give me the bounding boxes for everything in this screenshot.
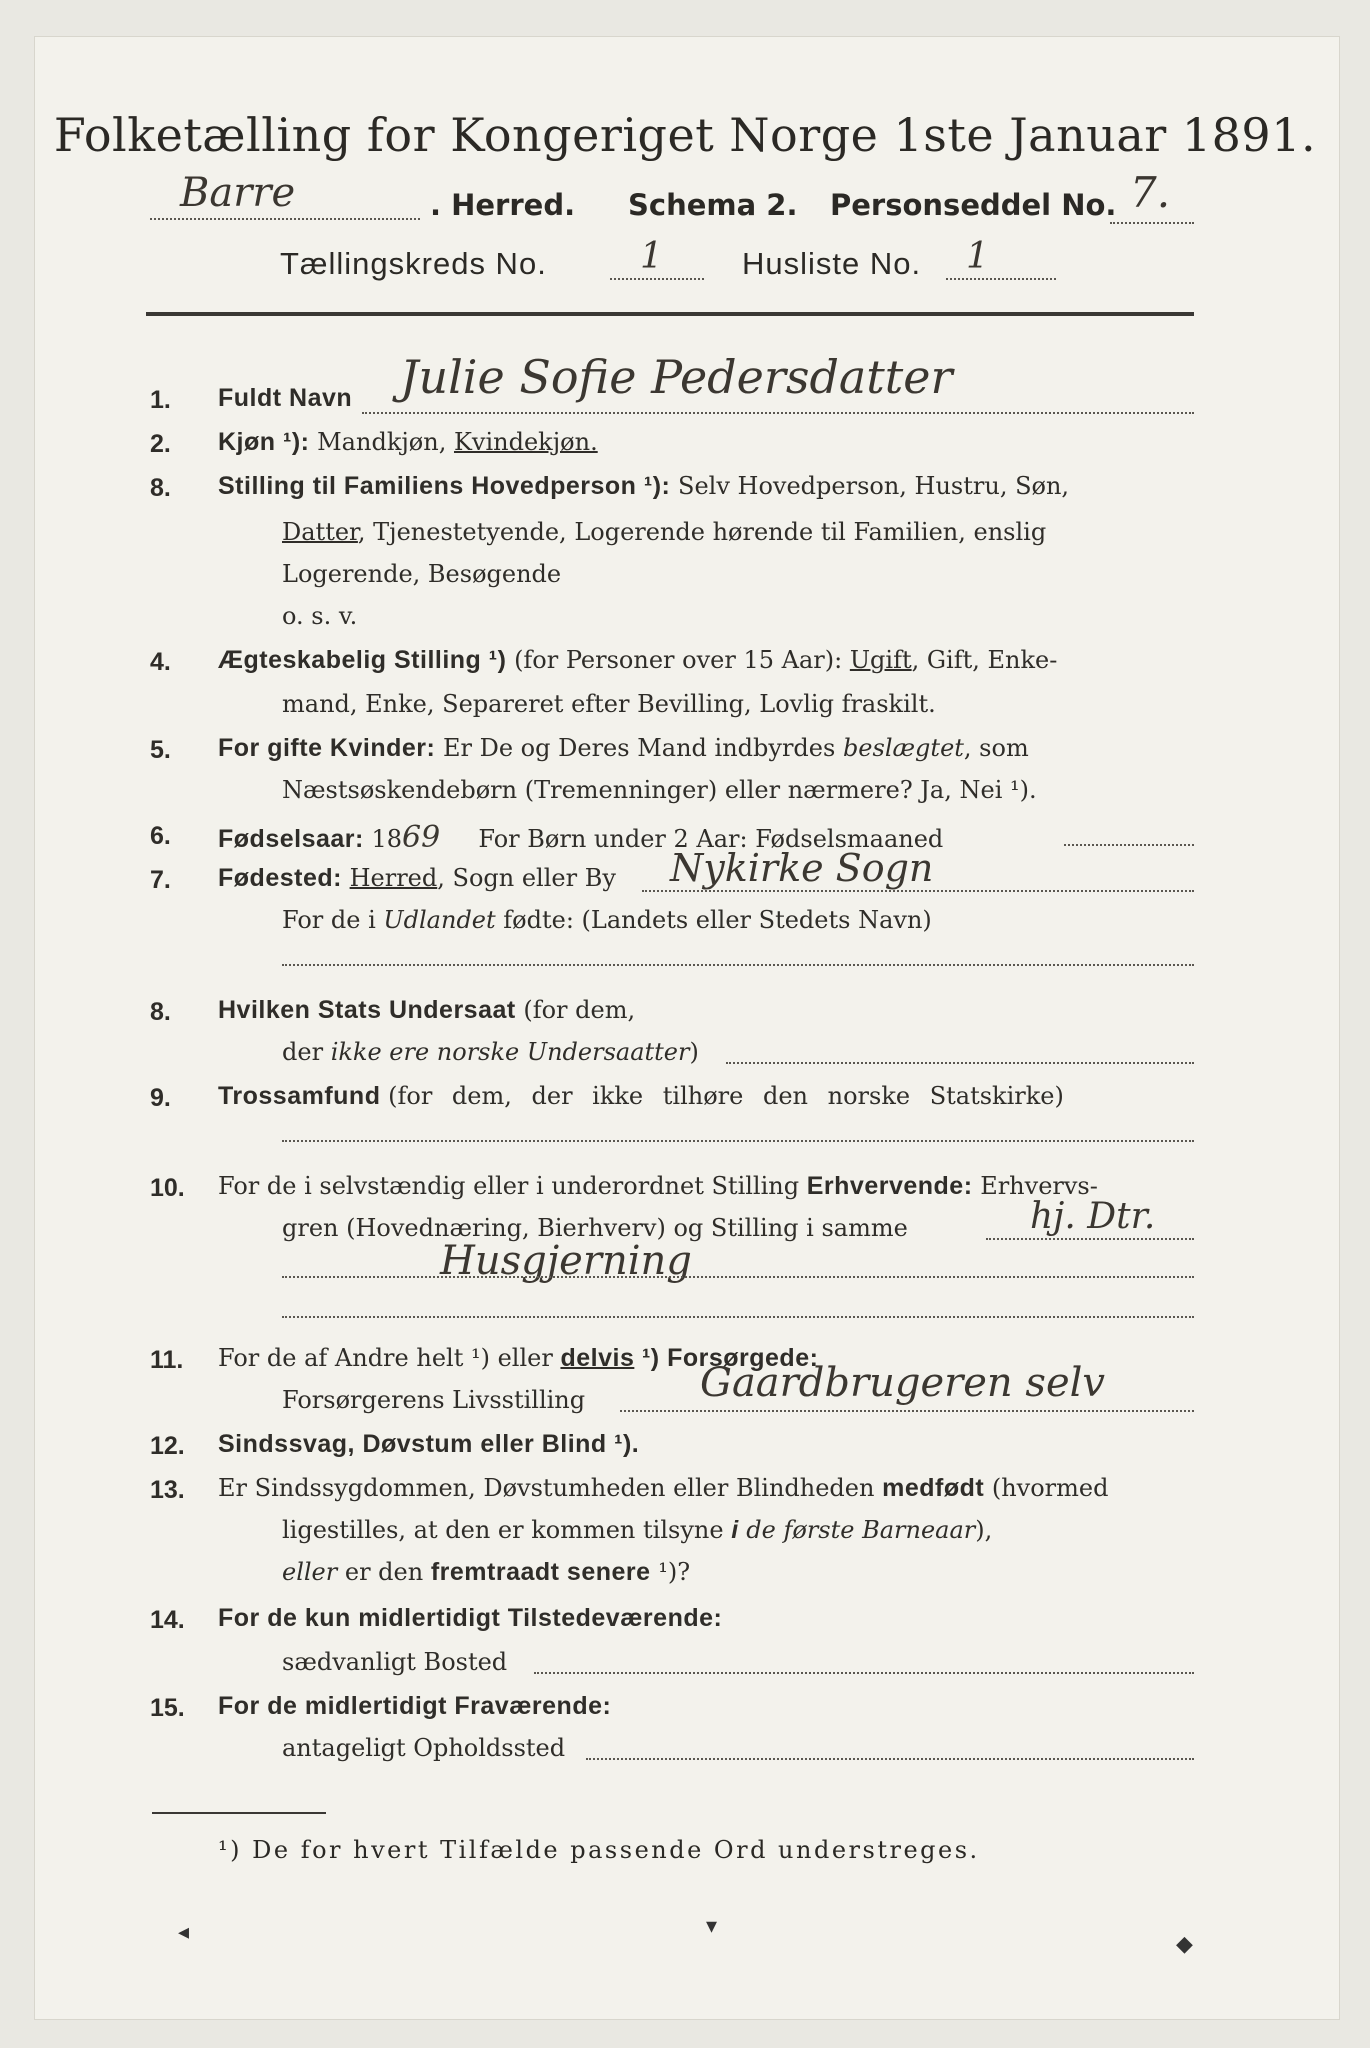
q10-end: Erhvervs- [980,1172,1098,1200]
q8-dotted-line [726,1062,1194,1064]
q13-medfodt: medfødt [882,1474,985,1502]
header-rule [146,312,1194,316]
q2-line [218,428,598,457]
q12-label: Sindssvag, Døvstum eller Blind ¹). [218,1430,640,1458]
q3-options-1: Selv Hovedperson, Hustru, Søn, [678,472,1070,500]
footnote-rule [152,1812,326,1814]
q8-der: der [282,1038,324,1066]
q3-line3: Logerende, Besøgende [282,560,562,588]
q13-text-b: (hvormed [991,1474,1109,1502]
q7-answer-birthplace: Nykirke Sogn [670,846,934,890]
q7-dotted-line [642,890,1194,892]
q13-line3-b: ¹)? [658,1558,691,1586]
q11-answer-provider: Gaardbrugeren selv [700,1360,1105,1406]
q9-label: Trossamfund [218,1082,381,1110]
q3-line4: o. s. v. [282,602,358,630]
q6-label: Fødselsaar: [218,825,364,853]
form-title: Folketælling for Kongeriget Norge 1ste Januar 1891. [53,108,1317,162]
q6-birth-month-label: For Børn under 2 Aar: Fødselsmaaned [478,825,944,853]
item-number: 5. [150,736,171,764]
q7-label: Fødested: [218,864,342,892]
q4-line1 [218,646,1057,675]
q14-dotted-line [534,1672,1194,1674]
q1-label [218,384,352,413]
item-number: 4. [150,648,171,676]
q8-ikke-norske: ikke ere norske Undersaatter [330,1038,690,1066]
q13-text-a: Er Sindssygdommen, Døvstumheden eller Blindheden [218,1474,875,1502]
taellingskreds-label: Tællingskreds No. [280,246,547,281]
q7-line2 [282,906,932,934]
q4-options-1: , Gift, Enke- [911,646,1058,674]
q9-qualifier: (for dem, der ikke tilhøre den norske Statskirke) [388,1082,1064,1110]
q13-eller: eller [282,1558,338,1586]
q9-dotted-line [282,1140,1194,1142]
q4-line2: mand, Enke, Separeret efter Bevilling, Lovlig fraskilt. [282,690,936,718]
corner-mark-right: ◆ [1176,1932,1193,1957]
q13-line3 [282,1558,690,1587]
item-number: 2. [150,430,171,458]
taellingskreds-value: 1 [640,236,663,277]
q12-line [218,1430,639,1459]
q5-label: For gifte Kvinder: [218,734,436,762]
herred-dotted-line [150,218,420,220]
q5-line2: Næstsøskendebørn (Tremenninger) eller nærmere? Ja, Nei ¹). [282,776,1037,804]
q14-line2: sædvanligt Bosted [282,1648,508,1676]
footnote: ¹) De for hvert Tilfælde passende Ord understreges. [218,1836,980,1864]
item-number: 14. [150,1606,185,1634]
q2-option-male: Mandkjøn, [317,428,447,456]
q7-udlandet: Udlandet [383,906,496,934]
q10-erhvervende: Erhvervende: [806,1172,973,1200]
q15-dotted-line [586,1758,1194,1760]
herred-value: Barre [180,170,296,216]
q7-foreign-dotted-line [282,964,1194,966]
q13-senere: fremtraadt senere [430,1558,651,1586]
q8-line1 [218,996,635,1025]
item-number: 9. [150,1084,171,1112]
q2-option-female-underlined: Kvindekjøn. [453,428,598,456]
personseddel-value: 7. [1130,168,1171,217]
taellingskreds-dotted-line [610,278,704,280]
q5-text: Er De og Deres Mand indbyrdes [442,734,836,762]
q13-line2-a: ligestilles, at den er kommen tilsyne [282,1516,724,1544]
q3-options-2: , Tjenestetyende, Logerende hørende til Familien, enslig [357,518,1047,546]
q6-year-value: 69 [402,820,441,855]
q13-line2 [282,1516,992,1545]
q10-line2: gren (Hovednæring, Bierhverv) og Stilling i samme [282,1214,908,1242]
item-number: 10. [150,1174,185,1202]
census-form-page [34,36,1340,2020]
q7-line1 [218,864,616,893]
q13-line3-a: er den [344,1558,424,1586]
item-number: 1. [150,386,171,414]
q13-line1 [218,1474,1108,1503]
q10-line1 [218,1172,1098,1201]
q10-text: For de i selvstændig eller i underordnet Stilling [218,1172,800,1200]
husliste-value: 1 [966,236,989,277]
herred-label: . Herred. [430,188,576,222]
q7-foreign-b: fødte: (Landets eller Stedets Navn) [503,906,932,934]
q8-line2 [282,1038,699,1066]
q10-answer-occupation: Husgjerning [440,1238,692,1284]
corner-mark-left: ◂ [178,1920,190,1945]
corner-mark-center: ▾ [706,1914,718,1939]
q10-dotted-line-1 [986,1238,1194,1240]
q10-dotted-line-3 [282,1316,1194,1318]
q5-end: , som [963,734,1029,762]
husliste-label: Husliste No. [742,246,922,281]
q3-line2 [282,518,1046,546]
q13-line2-b: ), [975,1516,993,1544]
husliste-dotted-line [946,278,1056,280]
q4-option-ugift-underlined: Ugift [849,646,912,674]
q8-qualifier: (for dem, [523,996,636,1024]
item-number: 8. [150,474,171,502]
q1-dotted-line [362,412,1194,414]
q2-label: Kjøn ¹): [218,428,310,456]
q3-label: Stilling til Familiens Hovedperson ¹): [218,472,671,500]
q15-line2: antageligt Opholdssted [282,1734,566,1762]
q7-options: , Sogn eller By [437,864,616,892]
q14-label: For de kun midlertidigt Tilstedeværende: [218,1604,723,1632]
q14-line1 [218,1604,722,1633]
q9-line [218,1082,1064,1111]
personseddel-dotted-line [1110,222,1194,224]
personseddel-label: Personseddel No. [830,188,1117,222]
q13-line2-i: i [731,1516,739,1544]
q10-answer-position: hj. Dtr. [1030,1196,1156,1237]
q3-line1 [218,472,1069,501]
item-number: 11. [150,1346,184,1374]
q11-text-b: ¹) Forsørgede: [641,1344,819,1372]
item-number: 8. [150,998,171,1026]
q11-delvis-underlined: delvis [560,1344,635,1372]
q8-label: Hvilken Stats Undersaat [218,996,516,1024]
q1-answer-name: Julie Sofie Pedersdatter [400,350,953,404]
q6-year-prefix: 18 [371,825,403,853]
q1-label-text: Fuldt Navn [218,384,353,412]
q4-label: Ægteskabelig Stilling ¹) [218,646,507,674]
item-number: 7. [150,866,171,894]
item-number: 13. [150,1476,185,1504]
q13-barneaar: de første Barneaar [746,1516,976,1544]
q15-line1 [218,1692,611,1721]
q3-option-datter-underlined: Datter [282,518,358,546]
item-number: 12. [150,1432,185,1460]
item-number: 15. [150,1694,185,1722]
q5-line1 [218,734,1029,763]
q15-label: For de midlertidigt Fraværende: [218,1692,612,1720]
schema-label: Schema 2. [628,188,798,222]
q11-dotted-line [620,1410,1194,1412]
q10-dotted-line-2 [282,1276,1194,1278]
q8-close: ) [689,1038,699,1066]
q7-option-herred-underlined: Herred [349,864,438,892]
q7-foreign-a: For de i [282,906,376,934]
q6-dotted-line [1064,844,1194,846]
q5-beslaegtet: beslægtet [842,734,964,762]
q11-line2: Forsørgerens Livsstilling [282,1386,586,1414]
q11-text-a: For de af Andre helt ¹) eller [218,1344,553,1372]
item-number: 6. [150,822,171,850]
q4-qualifier: (for Personer over 15 Aar): [514,646,843,674]
